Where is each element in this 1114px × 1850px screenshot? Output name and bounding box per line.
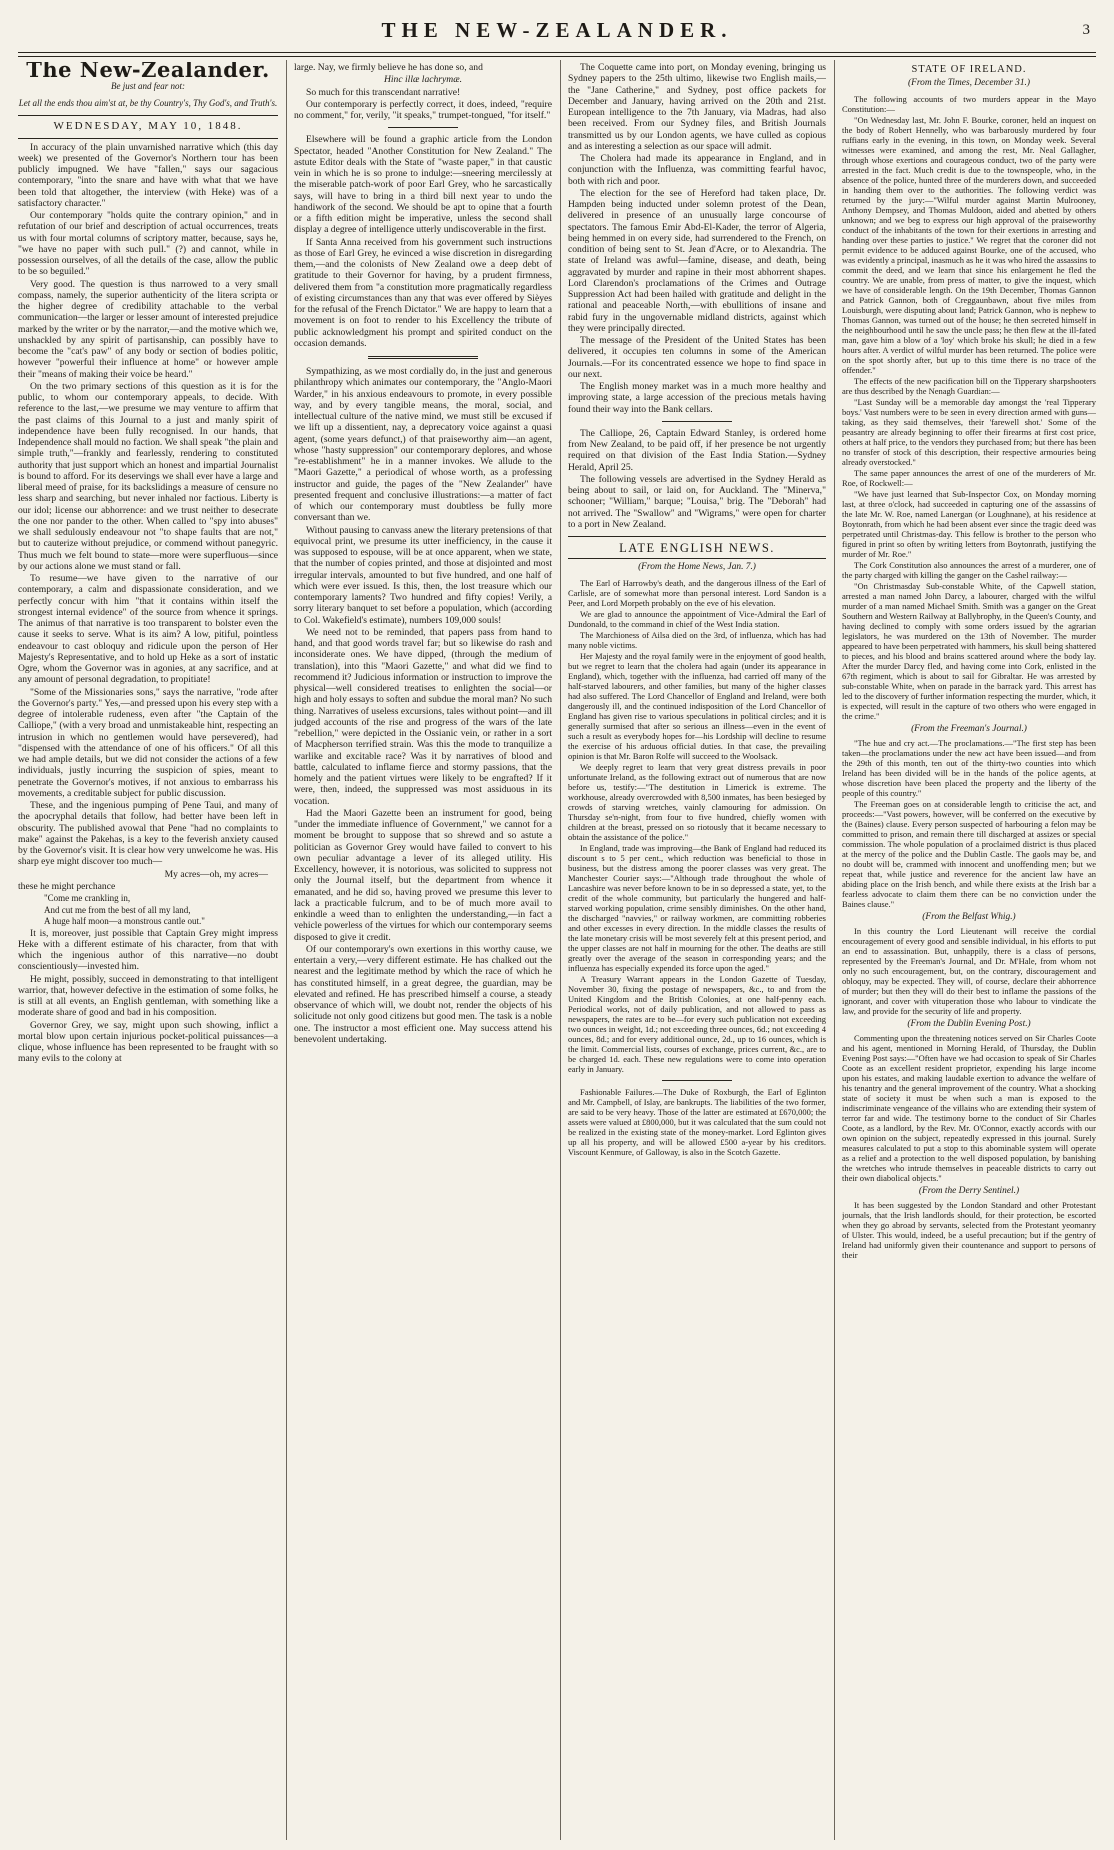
source-line: (From the Home News, Jan. 7.) — [638, 562, 756, 573]
source-line: (From the Belfast Whig.) — [922, 911, 1016, 922]
ireland-report — [842, 94, 1096, 1260]
news-item: The Cork Constitution also announces the arrest of a murderer, one of the party charged with killing the ganger on the Cashel railway:— — [842, 559, 1096, 580]
news-item: The Freeman goes on at considerable length to criticise the act, and proceeds:—"Vast powers, however, will be conferred on the executive by the (Baines) clause. Every person suspected of harbouring a felon may be committed to prison, and remain there till discharged at assizes or special commission. The whole population of a proclaimed district is thus placed at the mercy of the police and the Dublin Castle. The gaols may be, and no doubt will be, crammed with innocent and unoffending men; but we repeat that, while justice and reverence for the ancient law have an abiding place on the Irish bench, and while there exists at the Irish bar a fearless advocate to claim them there can be no conviction under the Baines clause." — [842, 798, 1096, 909]
editorial-paragraph: Without pausing to canvass anew the literary pretensions of that equivocal print, we presume its utter inefficiency, in the cause it was supposed to espouse, will be at once apparent, when we state, that the number of copies printed, and those at disjointed and most irregular intervals, amounted to but five hundred, and one half of which were ever issued. Is this, then, the lost treasure which our contemporary laments? Two hundred and fifty copies! Verily, a sorry literary banquet to set before a population, which (according to Col. Wakefield's estimate), numbers 109,000 souls! — [294, 524, 552, 626]
news-paragraph: The English money market was in a much more healthy and improving state, a large accession of the precious metals having found their way into the Bank cellars. — [568, 381, 826, 415]
news-item: The same paper announces the arrest of one of the murderers of Mr. Roe, of Rockwell:— — [842, 467, 1096, 488]
masthead — [0, 18, 1114, 46]
editorial-paragraph: We need not to be reminded, that papers pass from hand to hand, and that good words travel far; but so likewise do rash and inconsiderate ones. We have dipped, (through the medium of translation), into this "Maori Gazette," and what did we find to recommend it? Judicious information or instruction to improve the physical—well considered treatises to enlighten the social—or high and holy essays to soften and subdue the moral man? No such thing. Narratives of useless excursions, tales without point—and ill judged accounts of the rise and progress of the wars of the late "rebellion," were depicted in the Ossianic vein, or rather in a sort of Macpherson terrified strain. Was this the mode to tranquilize a warlike and excitable race? Was it by narratives of blood and battle, calculated to inflame fierce and stormy passions, that the homely and the patient virtues were likely to be engrafted? If it were, then, indeed, the suppressed was most assiduous in its vocation. — [294, 626, 552, 807]
paper-nameplate: The New-Zealander. — [26, 62, 270, 82]
news-item: "On Wednesday last, Mr. John F. Bourke, coroner, held an inquest on the body of Robert Hennelly, who was barbarously murdered by four ruffians early in the evening, in this town, on Monday week. Several witnesses were examined, and among the rest, Mr. Neal Gallagher, through whose exertions and courageous conduct, two of the party were arrested in the fact. Much credit is due to the townspeople, who, in the absence of the police, hunted three of the murderers down, and succeeded in handing them over to the authorities. The following verdict was returned by the jury:—"Wilful murder against Martin Mulrooney, Anthony Dempsey, and Thomas Muldoon, aided and abetted by others unknown; and we beg to express our high approval of the praiseworthy conduct of the inhabitants of the town for their exertions in arresting and handing over these parties to justice." We regret that the coroner did not permit evidence to be adduced against Bourke, one of the accused, who was evidently a principal, inasmuch as he it was who hired the assassins to commit the deed, and we learn that since his enlargement he fled the country. We are unable, from press of matter, to give the inquest, which we have of considerable length. On the 19th December, Thomas Gannon and Patrick Gannon, both of Creggaunbawn, about five miles from Louisburgh, were disputing about land; Patrick Gannon, who is nephew to Thomas Gannon, was turned out of the house; he then secreted himself in the neighbourhood until he saw the uncle pass; he then flew at the ill-fated man, gave him a blow of a 'loy' which broke his skull; he died in a few hours after. A verdict of wilful murder has been returned. The police were on the spot shortly after, but up to this time there is no trace of the offender." — [842, 114, 1096, 375]
news-item: A Treasury Warrant appears in the London Gazette of Tuesday, November 30, fixing the postage of newspapers, &c., to and from the United Kingdom and the British Colonies, at one half-penny each. Periodical works, not of daily publication, and not allowed to pass as newspapers, the rates are to be—for every such publication not exceeding two ounces in weight, 1d.; not exceeding three ounces, 6d.; not exceeding 4 ounces, 8d.; and for every additional ounce, 2d., up to 16 ounces, which is the limit. Commercial lists, courses of exchange, prices current, &c., are to be charged 1d. each. These new regulations were to come into operation early in January. — [568, 973, 826, 1074]
editorial-paragraph: Our contemporary is perfectly correct, it does, indeed, "require no comment," for, verily, "it speaks," trumpet-tongued, "for itself." — [294, 98, 552, 121]
news-item: In this country the Lord Lieutenant will receive the cordial encouragement of every good and sensible individual, in his efforts to put an end to assassination. But, unhappily, there is a class of persons, represented by the Freeman's Journal, and Dr. M'Hale, from whom not only no such encouragement, but, on the contrary, discouragement and obloquy, may be expected. They will, of course, declare their abhorrence of murder; but then they will do their best to inflame the passions of the ignorant, and cover with vituperation those who labour to vindicate the law, and provide for the security of life and property. — [842, 925, 1096, 1016]
column-2 — [294, 62, 552, 1840]
news-item: The Marchioness of Ailsa died on the 3rd, of influenza, which has had many noble victims. — [568, 629, 826, 650]
news-item: Commenting upon the threatening notices served on Sir Charles Coote and his agent, mentioned in Morning Herald, of Thursday, the Dublin Evening Post says:—"Often have we had occasion to speak of Sir Charles Coote as an excellent resident proprietor, expending his large income upon his estates, and making laudable exertion to advance the welfare of his tenantry and the general improvement of the country. What a shocking state of society it must be when such a man is exposed to the indiscriminate vengeance of the villains who are extending their system of terror far and wide. The testimony borne to the conduct of Sir Charles Coote, as a landlord, by the Rev. Mr. O'Connor, exactly accords with our own opinion on the subject, repeatedly expressed in this journal. Surely measures calculated to put a stop to this abominable system will operate as a relief and a protection to the well disposed population, by banishing the wretches who intrude themselves in peaceable districts to carry out their own diabolical objects." — [842, 1032, 1096, 1183]
column-rule-2 — [560, 60, 561, 1840]
latin-quote: Hinc illæ lachrymæ. — [383, 74, 463, 86]
issue-date: WEDNESDAY, MAY 10, 1848. — [53, 120, 243, 133]
news-paragraph: The election for the see of Hereford had taken place, Dr. Hampden being inducted under solemn protest of the Dean, delivered in presence of an unusually large concourse of spectators. The famous Emir Abd-El-Kader, the terror of Algeria, being hemmed in on every side, had surrendered to the French, on condition of being sent to St. Jean d'Acre, or to Alexandria. The state of Ireland was awful—famine, disease, and death, being aggravated by murder and rapine in their most abhorrent shapes. Lord Clarendon's proclamations of the Crimes and Outrage Suppression Act had been hailed with gratitude and delight in the rational and peaceable North,—with ebullitions of insane and rabid fury in the ungovernable midland districts, against which they were principally directed. — [568, 187, 826, 334]
editorial-paragraph: Governor Grey, we say, might upon such showing, inflict a mortal blow upon certain injurious pocket-political puissances—a clique, whose influence has been represented to be fraught with so many evils to the colony at — [18, 1019, 278, 1065]
source-line: (From the Derry Sentinel.) — [918, 1185, 1020, 1196]
column-4 — [842, 62, 1096, 1840]
news-item: "Last Sunday will be a memorable day amongst the 'real Tipperary boys.' Vast numbers were to be seen in every direction armed with guns—taking, as they said themselves, their 'farewell shot.' Some of the peasantry are already beginning to offer their firearms at first cost price, others at half price, to the vendors they purchased from; but there has been no transfer of stock of this description, their respective armouries being already overstocked." — [842, 396, 1096, 467]
news-item: We deeply regret to learn that very great distress prevails in poor unfortunate Ireland, as the following extract out of numerous that are now before us, testify:—"The destitution in Limerick is extreme. The workhouse, already overcrowded with 8,500 inmates, has been besieged by crowds of starving wretches, vainly clamouring for admission. On Thursday se'n-night, from four to five hundred, chiefly women with children at the breast, pressed on so riotously that it became necessary to obtain the assistance of the police." — [568, 761, 826, 842]
editorial-paragraph: If Santa Anna received from his government such instructions as those of Earl Grey, he evinced a wise discretion in disregarding them,—and the colonists of New Zealand owe a deep debt of gratitude to their Governor for having, by a prudent firmness, delivered them from "a constitution more pragmatically regardless of existing circumstances than any that was ever offered by Sièyes for the refusal of the French Dictator." We are happy to learn that a movement is on foot to render to his Excellency the tribute of public acknowledgment his prompt and spirited conduct on the occasion demands. — [294, 236, 552, 349]
editorial-paragraph: Very good. The question is thus narrowed to a very small compass, namely, the superior authenticity of the litera scripta or the higher degree of credibility attachable to the verbal communication—the larger or lesser amount of interested prejudice marked by the writer or by the narrator,—and the motive which we, unshackled by any spirit of partisanship, can possibly have to become the "cat's paw" of any body or section of bodies politic, however "powerful their influence at home" or however ample their "means of making their voice be heard." — [18, 278, 278, 380]
editorial-paragraph: Of our contemporary's own exertions in this worthy cause, we entertain a very,—very different estimate. He has chalked out the nearest and the legitimate method by which the race of which he has constituted himself, in a great degree, the guardian, may be elevated and refined. He has prescribed himself a course, a steady observance of which will, we doubt not, render the objects of his solicitude not only good citizens but good men. The task is a noble one. The instructor a most efficient one. May success attend his benevolent undertaking. — [294, 943, 552, 1045]
editorial-paragraph: Sympathizing, as we most cordially do, in the just and generous philanthropy which animates our contemporary, the "Anglo-Maori Warder," in his anxious endeavours to promote, in every possible way, and by every tangible means, the moral, social, and intellectual culture of the native mind, we must still be excused if we lift up a dissentient, nay, a deprecatory voice against a quasi agent, (some years defunct,) of that praiseworthy aim—an agent, whose "hasty suppression" our contemporary deplores, and whose "re-establishment" he in a manner invokes. We allude to the "Maori Gazette," a periodical of whose worth, as a professing instructor and guide, the pages of the "New Zealander" have presented frequent and conclusive illustrations:—a matter of fact of which our contemporary must doubtless be fully more conversant than we. — [294, 366, 552, 524]
news-paragraph: The Coquette came into port, on Monday evening, bringing us Sydney papers to the 25th ultimo, likewise two English mails,—the "Jane Catherine," and Sydney, post office packets for December and January, having arrived on the 20th and 21st. European intelligence to the 7th January, via Madras, had also been received. From our Sydney files, and British Journals transmitted us by our London agents, we have culled as copious and as interesting a selection as our space will admit. — [568, 62, 826, 152]
top-rule-second — [18, 56, 1096, 57]
source-line: (From the Times, December 31.) — [907, 78, 1031, 89]
rule — [568, 558, 826, 559]
column-1 — [18, 62, 278, 1840]
section-divider — [662, 1080, 732, 1081]
editorial-paragraph: He might, possibly, succeed in demonstrating to that intelligent warrior, that, however defective in the estimation of some folks, he is still at all events, an English gentleman, with something like a moderate share of good and bad in his composition. — [18, 973, 278, 1019]
news-paragraph: The message of the President of the United States has been delivered, it occupies ten columns in some of the American Journals.—For its concentrated essence we hope to find space in our next. — [568, 335, 826, 380]
top-rule — [18, 52, 1096, 53]
rule — [568, 536, 826, 537]
editorial-paragraph: these he might perchance — [18, 880, 116, 892]
editorial-paragraph: large. Nay, we firmly believe he has done so, and — [294, 62, 483, 73]
news-item: The Earl of Harrowby's death, and the dangerous illness of the Earl of Carlisle, are of somewhat more than personal interest. Lord Sandon is a Peer, and Lord Morpeth probably on the eve of his elevation. — [568, 577, 826, 608]
section-heading: STATE OF IRELAND. — [911, 64, 1027, 75]
news-item: We are glad to announce the appointment of Vice-Admiral the Earl of Dundonald, to the command in chief of the West India station. — [568, 608, 826, 629]
verse-line: And cut me from the best of all my land, — [44, 904, 191, 915]
editorial-paragraph: To resume—we have given to the narrative of our contemporary, a calm and dispassionate consideration, and we perfectly concur with him "that it contains within itself the strongest internal evidence" of the source from whence it springs. The animus of that narrative is too transparent to bolster even the cause it seeks to serve. What is its aim? A low, pitiful, pointless endeavour to cast obloquy and ridicule upon the person of Her Majesty's Representative, and to hold up Heke as a sort of instatic Ogre, whom the Governor was in agonies, at any sacrifice, and at any amount of personal degradation, to propitiate! — [18, 573, 278, 686]
source-line: (From the Dublin Evening Post.) — [907, 1018, 1031, 1029]
news-item: "We have just learned that Sub-Inspector Cox, on Monday morning last, at three o'clock, had succeeded in capturing one of the assassins of the late Mr. W. Roe, named Lanergan (or Loughnane), at his residence at Boytonrath, from which he had been absent ever since the tragic deed was perpetrated until Christmas-day. This fellow is brother to the person who figured in print so often by writing letters from Boytonrath, justifying the murder of Mr. Roe." — [842, 488, 1096, 559]
editorial-paragraph: On the two primary sections of this question as it is for the public, to whom our contemporary appeals, to decide. With reference to the last,—we presume we may venture to affirm that the past claims of this Journal to a just and manly spirit of independence have been fully recognised. In our hands, that Independence shall mould no faction. We shall speak "the plain and simple truth,"—frankly and fearlessly, rendering to constituted authority that just support which an honest and impartial Journalist is bound to afford. For its deservings we shall ever have a large and liberal meed of praise, for its backslidings a measure of censure no less sharp and searching, but never inhaled nor factious. Liberty is our idol; license our abhorrence: and we trust neither to desecrate the one nor pander to the other. When called to "spy into abuses" we shall sedulously endeavour not "to shape faults that are not," but to cauterize without prejudice, or commend without panegyric. Thus much we felt bound to state—more were superfluous—since by our actions alone we must stand or fall. — [18, 380, 278, 572]
news-item: In England, trade was improving—the Bank of England had reduced its discount s to 5 per cent., which reduction was beneficial to those in business, but the distress among the poorer classes was very great. The Manchester Courier says:—"Although trade throughout the whole of Lancashire was never before known to be in so depressed a state, yet, to the credit of the whole community, but particularly the hungered and half-starved working population, crime sensibly diminishes. On the other hand, the discharged "navvies," or railway workmen, are committing robberies and other excesses in every direction. In the middle classes the results of the late monetary crisis will be most severely felt at this present period, and the upper classes are not half in mourning for the other. The deaths are still greatly over the average of the season in corresponding years; and the influenza has especially expended its force upon the aged." — [568, 842, 826, 973]
section-heading: LATE ENGLISH NEWS. — [619, 541, 775, 555]
quoted-line: My acres—oh, my acres— — [164, 868, 268, 880]
news-summary — [568, 578, 826, 1157]
column-3 — [568, 62, 826, 1840]
news-item: It has been suggested by the London Standard and other Protestant journals, that the Irish landlords should, for their protection, be escorted when they go abroad by servants, selected from the Protestant yeomanry of Ulster. This would, indeed, be a useful precaution; but if the gentry of Ireland had uniformly given their countenance and support to persons of their — [842, 1199, 1096, 1260]
ornamental-divider — [368, 356, 478, 359]
editorial-paragraph: It is, moreover, just possible that Captain Grey might impress Heke with a different estimate of his character, from that with which the ingenious author of this narrative—no doubt conscientiously—invested him. — [18, 927, 278, 973]
news-paragraph: The Cholera had made its appearance in England, and in conjunction with the Influenza, was committing fearful havoc, both with rich and poor. — [568, 153, 826, 187]
section-divider — [662, 421, 732, 422]
running-title: THE NEW-ZEALANDER. — [381, 18, 733, 42]
rule — [18, 138, 278, 139]
page-number: 3 — [1082, 22, 1090, 38]
editorial-paragraph: Elsewhere will be found a graphic article from the London Spectator, headed "Another Constitution for New Zealand." The astute Editor deals with the State of "waste paper," in that caustic vein in which he is so prone to indulge:—sneering mercilessly at the miserable patch-work of poor Earl Grey, who he sarcastically says, will have to bring in a third bill next year to undo the handiwork of the second. We should be apt to opine that a fourth or a fifth edition might be imperative, unless the second shall display a degree of intelligence utterly undiscoverable in the first. — [294, 134, 552, 236]
editorial-paragraph: "Some of the Missionaries sons," says the narrative, "rode after the Governor's party." Yes,—and pressed upon his every step with a degree of intolerable rudeness, even after "the Captain of the Calliope," (with a very broad and unmistakeable hint, respecting an intrusion in which no gentlemen would have persevered), had "dispensed with the attendance of one of his officers." Of all this we had ample details, but we did not consider the actions of a few individuals, justly incurring the suspicion of spies, meant to penetrate the Governor's motives, if not anxious to embarrass his movements, a creditable subject for public discussion. — [18, 686, 278, 799]
editorial-paragraph: Had the Maori Gazette been an instrument for good, being "under the immediate influence of Government," we cannot for a moment be brought to suppose that so shrewd and so astute a politician as Governor Grey would have failed to convert to his own peculiar advantage a lever of its alleged utility. His Excellency, however, it is notorious, was solicited to suppress not only the Journal itself, but the department from whence it emanated, and he did so, having proved we presume this lever to lack a practicable fulcrum, and to be of much more avail to enkindle a weed than to enlighten the understanding,—in fact a vehicle powerless of the virtues for which our contemporary seems disposed to give it credit. — [294, 807, 552, 943]
verse-line: "Come me crankling in, — [44, 893, 131, 903]
news-item: "The hue and cry act.—The proclamations.—"The first step has been taken—the proclamations under the new act have been issued—and from the 29th of this month, ten out of the thirty-two counties into which Ireland has been divided will be in the hands of the police agents, at whose discretion have been placed the property and the liberty of the people of this country." — [842, 737, 1096, 798]
news-item: Her Majesty and the royal family were in the enjoyment of good health, but we regret to learn that the cholera had again (under its appearance in England), which, together with the influenza, had carried off many of the half-starved labourers, and other families, but many of the higher classes had also suffered. The Lord Chancellor of England and Ireland, were both dangerously ill, and the continued indisposition of the Lord Chancellor of England has given rise to various speculations in political circles; and it is generally surmised that after so serious an illness—even in the event of such a result as everybody hopes for—his Lordship will decline to resume the exercise of his arduous official duties. In that case, the prevailing opinion is that Mr. Baron Rolfe will succeed to the Woolsack. — [568, 650, 826, 761]
rule — [18, 115, 278, 116]
news-paragraph: The Calliope, 26, Captain Edward Stanley, is ordered home from New Zealand, to be paid off, if her presence be not urgently required on that division of the East India Station.—Sydney Herald, April 25. — [568, 427, 826, 473]
section-divider — [388, 127, 458, 128]
editorial-paragraph: Our contemporary "holds quite the contrary opinion," and in refutation of our brief and description of actual occurrences, treats us with four mortal columns of scriptory matter, because, says he, "we have no paper with such pull." (?) and cannot, while in possession ourselves, of all the details of the case, allow the public to be so beguiled." — [18, 210, 278, 278]
source-line: (From the Freeman's Journal.) — [911, 723, 1027, 734]
motto-line-1: Be just and fear not: — [111, 81, 185, 92]
column-rule-1 — [286, 60, 287, 1840]
news-paragraph: The following vessels are advertised in the Sydney Herald as being about to sail, or laid on, for Auckland. The "Minerva," schooner; "William," barque; "Louisa," brig. The "Deborah" had not arrived. The "Swallow" and "Wigrams," were open for charter to a port in New Zealand. — [568, 473, 826, 530]
editorial-paragraph: So much for this transcendant narrative! — [306, 86, 461, 98]
verse-line: A huge half moon—a monstrous cantle out." — [44, 916, 205, 926]
editorial-paragraph: In accuracy of the plain unvarnished narrative which (this day week) we presented of the Governor's Northern tour has been publicly impugned. We have "fallen," says our sagacious contemporary, "into the snare and have with what that we have been told that altogether, the interview (with Heke) was of a satisfactory character." — [18, 141, 278, 209]
news-item: Fashionable Failures.—The Duke of Roxburgh, the Earl of Eglinton and Mr. Campbell, of Islay, are bankrupts. The liabilities of the two former, are said to be very heavy. Those of the latter are estimated at £670,000; the assets were valued at £800,000, but it was calculated that the sum could not be realized in the existing state of the money-market. Lord Eglinton gives up all his property, and will be allowed £500 a-year by his creditors. Viscount Kenmure, of Galloway, is also in the Scotch Gazette. — [568, 1086, 826, 1157]
editorial-paragraph: These, and the ingenious pumping of Pene Taui, and many of the apocryphal details that follow, had better have been left in obscurity. The published avowal that Pene "had no complaints to make" against the Pakehas, is a key to the feverish anxiety caused by the Governor's visit. It is clear how very unwelcome he was. His sharp eye might discover too much— — [18, 800, 278, 868]
news-item: The effects of the new pacification bill on the Tipperary sharpshooters are thus described by the Nenagh Guardian:— — [842, 375, 1096, 396]
motto-line-2: Let all the ends thou aim'st at, be thy Country's, Thy God's, and Truth's. — [18, 98, 278, 109]
news-item: The following accounts of two murders appear in the Mayo Constitution:— — [842, 93, 1096, 114]
column-rule-3 — [834, 60, 835, 1840]
news-item: "On Christmasday Sub-constable White, of the Capwell station, arrested a man named John Darcy, a labourer, charged with the wilful murder of a man named Michael Smith. Smith was a ganger on the Great Southern and Western Railway at Ballybrophy, in the Queen's County, and having declined to comply with some orders issued by the agrarian legislators, he was murdered on the 13th of November. The murder appeared to have been perpetrated with hammers, his skull being shattered to pieces, and his blood and brains scattered around where the body lay. After the murder Darcy fled, and having come into Cork, enlisted in the 67th regiment, which is about to sail for Gibraltar. He was arrested by sub-constable White, when on parade in the barrack yard. This arrest has led to the discovery of further information respecting the murder, which, it is expected, will result in the capture of two others who were engaged in the crime." — [842, 580, 1096, 721]
